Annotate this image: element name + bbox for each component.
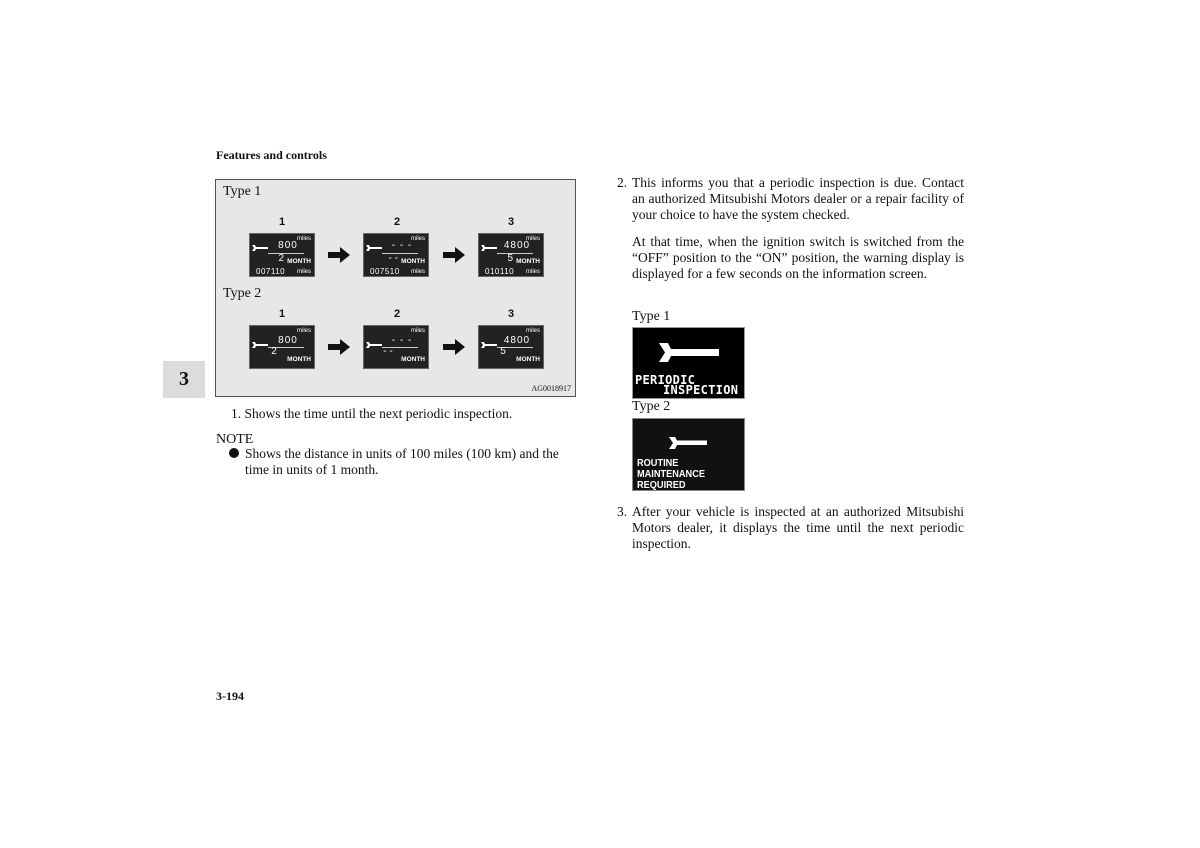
odometer-value: 010110 [485, 267, 515, 276]
month-label: MONTH [287, 258, 311, 265]
list-item-number: 3. [617, 504, 628, 519]
month-label: MONTH [287, 356, 311, 363]
type2-step-number: 1 [278, 308, 286, 320]
distance-value: 800 [278, 335, 298, 346]
display-message-line: REQUIRED [637, 480, 686, 491]
type2-step-number: 2 [393, 308, 401, 320]
chapter-tab: 3 [163, 361, 205, 398]
type1-screen-1 [249, 233, 315, 277]
note-title: NOTE [216, 432, 254, 447]
list-item-text: Shows the time until the next periodic inspection. [244, 406, 513, 421]
distance-value: - - - [391, 335, 413, 346]
type1-step-number: 3 [507, 216, 515, 228]
page-number: 3-194 [216, 689, 244, 703]
month-value: 2 [271, 346, 277, 357]
inspection-display-figure [215, 179, 576, 397]
display-message-line: INSPECTION [663, 383, 739, 397]
odometer-unit: miles [525, 269, 540, 275]
arrow-right-icon [328, 247, 350, 263]
month-value: - - [388, 253, 398, 264]
unit-label: miles [525, 236, 540, 242]
list-item-2-text: This informs you that a periodic inspection is due. Contact an authorized Mitsubishi Motors dealer or a repair facility of your choice to have the system checked. [632, 175, 964, 222]
type1-display-label: Type 1 [632, 309, 671, 324]
type2-step-number: 3 [507, 308, 515, 320]
list-item-number: 1. [231, 406, 242, 421]
type2-screen-2 [363, 325, 429, 369]
arrow-right-icon [328, 339, 350, 355]
month-label: MONTH [516, 356, 540, 363]
month-label: MONTH [401, 356, 425, 363]
type1-step-number: 2 [393, 216, 401, 228]
odometer-unit: miles [296, 269, 311, 275]
distance-value: 800 [278, 240, 298, 251]
wrench-icon [669, 436, 707, 450]
month-value: - - [383, 346, 393, 357]
distance-value: 4800 [503, 335, 531, 346]
display-message [637, 458, 735, 491]
type2-screen-3 [478, 325, 544, 369]
wrench-icon [659, 341, 719, 365]
type2-screen-1 [249, 325, 315, 369]
odometer-value: 007510 [370, 267, 400, 276]
type1-step-number: 1 [278, 216, 286, 228]
routine-maintenance-display [632, 418, 745, 491]
unit-label: miles [410, 236, 425, 242]
section-header: Features and controls [216, 148, 327, 162]
arrow-right-icon [443, 247, 465, 263]
distance-value: 4800 [503, 240, 531, 251]
distance-value: - - - [391, 240, 413, 251]
display-message-line: PERIODIC [635, 373, 696, 387]
type2-display-label: Type 2 [632, 399, 671, 414]
unit-label: miles [296, 328, 311, 334]
list-item-3-text: After your vehicle is inspected at an authorized Mitsubishi Motors dealer, it displays the time until the next periodic inspection. [632, 504, 964, 551]
periodic-inspection-display [632, 327, 745, 399]
unit-label: miles [296, 236, 311, 242]
arrow-right-icon [443, 339, 465, 355]
type2-label: Type 2 [223, 286, 262, 301]
type1-label: Type 1 [223, 184, 262, 199]
list-item-1 [231, 406, 512, 422]
odometer-unit: miles [410, 269, 425, 275]
note-text: Shows the distance in units of 100 miles (100 km) and the time in units of 1 month. [245, 446, 559, 477]
unit-label: miles [525, 328, 540, 334]
month-label: MONTH [401, 258, 425, 265]
list-item-2-paragraph: At that time, when the ignition switch is switched from the “OFF” position to the “ON” position, the warning display is displayed for a few seconds on the information screen. [632, 234, 964, 281]
list-item-number: 2. [617, 175, 628, 190]
odometer-value: 007110 [256, 267, 286, 276]
figure-code: AG0018917 [531, 384, 571, 393]
display-message-line: ROUTINE MAINTENANCE [637, 458, 705, 480]
display-message [635, 375, 738, 395]
bullet-icon [229, 448, 239, 458]
type1-screen-3 [478, 233, 544, 277]
month-value: 5 [507, 253, 513, 264]
month-value: 5 [500, 346, 506, 357]
type1-screen-2 [363, 233, 429, 277]
month-value: 2 [278, 253, 284, 264]
month-label: MONTH [516, 258, 540, 265]
unit-label: miles [410, 328, 425, 334]
